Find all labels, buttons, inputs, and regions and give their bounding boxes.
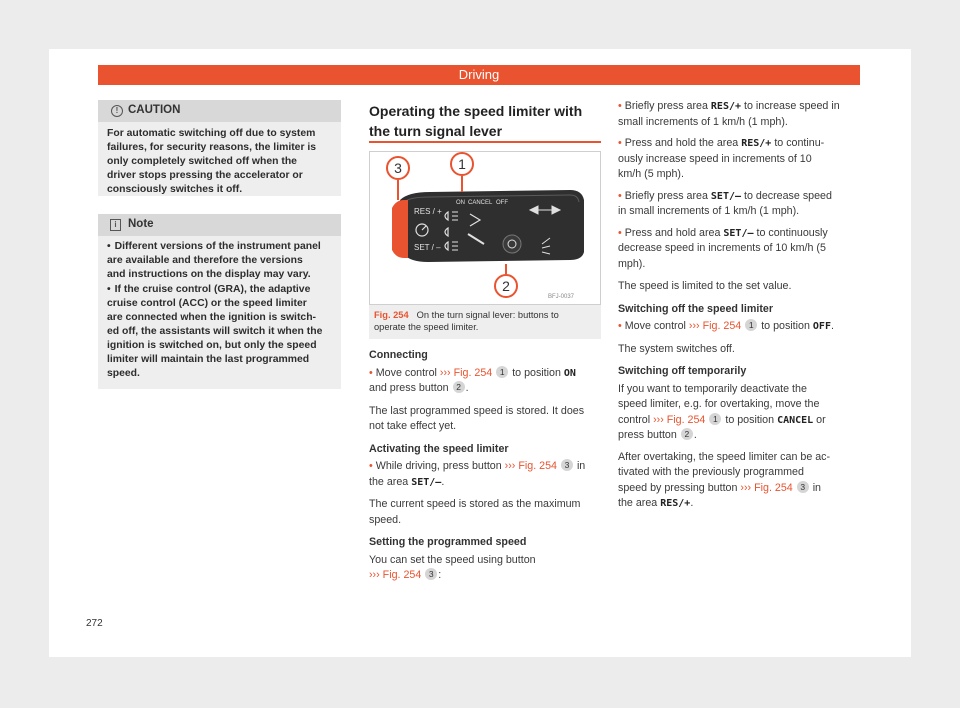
bullet-icon: • [618,226,622,239]
note-item [107,240,339,282]
caution-line: only completely switched off when the [107,156,297,167]
fig-ref: Fig. 254 [518,460,557,472]
note-item [107,283,339,381]
step-connect [369,366,604,382]
note-header [98,214,341,236]
caution-line: consciously switches it off. [107,184,243,195]
bullet-icon: • [107,284,111,295]
figure-label: Fig. 254 [374,310,409,320]
lever-off-label: OFF [496,200,508,206]
bullet-icon: • [369,460,373,472]
note-line: Different versions of the instrument panel [114,241,321,252]
key-res: RES/+ [660,498,691,509]
note-line: If the cruise control (GRA), the adaptive [114,284,311,295]
step-activate [369,459,604,475]
note-line: are available and therefore the versions [107,255,303,266]
middle-column [369,348,604,584]
bullet-line: • Move control ››› Fig. 254 1 to position OFF. [618,320,834,332]
fig-ref-line: ››› Fig. 254 3 : [369,569,442,581]
lever-set-label: SET / – [414,243,441,252]
figure-254 [369,151,601,305]
text: control [618,413,651,426]
callout-ref-2: 2 [681,428,693,440]
bullet-line [618,189,863,205]
bullet-icon: • [369,366,373,379]
key-res: RES/+ [710,101,742,112]
section-title [369,101,601,141]
paragraph-line [618,413,863,429]
paragraph-line: The last programmed speed is stored. It does [369,404,585,417]
bullet-icon: • [618,189,622,202]
text: in [812,481,822,494]
heading-activating: Activating the speed limiter [369,442,509,455]
heading-switching-off: Switching off the speed limiter [618,302,773,315]
note-line: are connected when the ignition is switch- [107,312,316,323]
arrows: ››› [688,320,700,332]
fig-ref: Fig. 254 [754,481,793,494]
text: While driving, press button [375,460,502,472]
callout-ref-3: 3 [425,568,437,580]
paragraph-line: speed limiter, e.g. for overtaking, move the [618,398,820,410]
key-set: SET/– [411,476,442,488]
key-off: OFF [812,321,831,332]
paragraph-line: decrease speed in increments of 10 km/h (5 [618,242,826,254]
callout-2: 2 [502,278,510,294]
text: to decrease speed [744,189,832,202]
callout-ref-1: 1 [709,413,721,425]
paragraph-line: mph). [618,257,646,270]
chapter-header: Driving [98,65,860,85]
paragraph-line [618,481,863,497]
key-cancel: CANCEL [777,414,814,426]
text: and press button [369,382,449,394]
paragraph-line: km/h (5 mph). [618,168,684,180]
text: to continu- [774,137,825,149]
paragraph-line: small increments of 1 km/h (1 mph). [618,115,788,128]
lever-on-label: ON [456,200,465,206]
paragraph-line: ously increase speed in increments of 10 [618,152,812,165]
note-line: cruise control (ACC) or the speed limiter [107,298,307,309]
info-square-icon: i [110,219,121,231]
text: to position [725,413,775,426]
callout-ref-3: 3 [561,459,573,471]
callout-ref-3: 3 [797,481,809,493]
text: speed by pressing button [618,481,738,494]
fig-link[interactable] [740,482,792,494]
text: to position [761,320,810,332]
step-activate-cont: the area SET/–. [369,475,445,488]
paragraph-line: the area RES/+. [618,497,694,509]
heading-connecting: Connecting [369,349,428,361]
heading-temporarily: Switching off temporarily [618,365,747,377]
callout-1: 1 [458,156,466,172]
paragraph-line: The current speed is stored as the maximum [369,498,581,510]
note-line: and instructions on the display may vary. [107,269,311,280]
paragraph-line: The speed is limited to the set value. [618,280,792,292]
note-box [98,214,341,389]
callout-3: 3 [394,160,402,176]
turn-signal-lever-illustration [370,152,601,305]
caution-box [98,100,341,196]
callout-ref-1: 1 [496,366,508,378]
fig-ref: Fig. 254 [702,320,742,332]
bullet-icon: • [107,241,111,252]
caption-line: On the turn signal lever: buttons to [416,310,559,320]
paragraph-line: You can set the speed using button [369,553,536,566]
text: Move control [375,366,437,379]
paragraph-line: press button 2 . [618,429,697,441]
step-connect-cont: and press button 2 . [369,382,469,394]
text: press button [618,429,677,441]
text: Briefly press area [624,189,708,202]
note-title: Note [128,218,154,230]
bullet-icon: • [618,137,622,149]
callout-ref-1: 1 [745,319,757,331]
page-number: 272 [86,618,103,629]
text: to increase speed in [744,100,840,112]
fig-ref: Fig. 254 [666,413,706,426]
paragraph-line: tivated with the previously programmed [618,466,804,478]
text: Press and hold the area [624,137,739,149]
caution-header [98,100,341,122]
key-set: SET/– [723,227,754,239]
paragraph-line: not take effect yet. [369,420,457,432]
caution-text [107,127,336,197]
paragraph-line: The system switches off. [618,342,735,355]
fig-link[interactable] [440,367,492,379]
bullet-line [618,136,863,152]
caution-line: driver stops pressing the accelerator or [107,170,303,181]
text: Move control [624,320,686,332]
bullet-line [618,226,863,242]
section-title-line: the turn signal lever [369,123,503,139]
paragraph-line: If you want to temporarily deactivate the [618,382,807,395]
paragraph-line: After overtaking, the speed limiter can be ac- [618,450,831,463]
note-line: limiter will maintain the last programmed [107,354,310,365]
figure-code: BFJ-0037 [548,294,575,300]
text: the area [369,475,409,488]
arrows: ››› [439,366,451,379]
key-res: RES/+ [741,138,772,149]
note-line: speed. [107,368,140,379]
arrows: ››› [369,569,380,581]
bullet-line [618,99,863,115]
fig-ref: Fig. 254 [453,366,493,379]
lever-res-label: RES / + [414,207,442,216]
exclamation-circle-icon: ! [111,105,123,117]
heading-setting: Setting the programmed speed [369,536,527,548]
note-list [107,240,339,381]
bullet-icon: • [618,320,622,332]
note-line: ignition is switched on, but only the speed [107,340,317,351]
note-line: ed off, the assistants will switch it when the [107,326,323,337]
text: Briefly press area [624,100,708,112]
right-column [618,99,863,512]
arrows: ››› [653,413,664,426]
caution-line: failures, for security reasons, the limiter is [107,142,317,153]
bullet-icon: • [618,100,622,112]
text: in [576,460,586,472]
text: Press and hold area [624,226,721,239]
fig-link[interactable] [653,414,705,426]
figure-caption [374,309,596,333]
text: to continuously [756,226,828,239]
fig-link[interactable] [369,569,421,581]
caption-line: operate the speed limiter. [374,322,479,332]
section-title-line: Operating the speed limiter with [369,103,583,119]
paragraph-line: speed. [369,513,402,526]
fig-ref: Fig. 254 [382,569,422,581]
lever-cancel-label: CANCEL [468,200,493,206]
callout-ref-2: 2 [453,381,465,393]
text: or [816,413,826,426]
section-rule [369,141,601,143]
text: the area [618,497,658,509]
arrows: ››› [740,481,752,494]
key-set: SET/– [710,190,742,202]
text: to position [512,366,561,379]
key-on: ON [563,367,576,379]
caution-title: CAUTION [128,104,181,116]
fig-link[interactable] [689,320,741,332]
caution-line: For automatic switching off due to system [107,128,316,139]
fig-link[interactable] [505,460,557,472]
arrows: ››› [504,460,516,472]
paragraph-line: in small increments of 1 km/h (1 mph). [618,205,800,217]
